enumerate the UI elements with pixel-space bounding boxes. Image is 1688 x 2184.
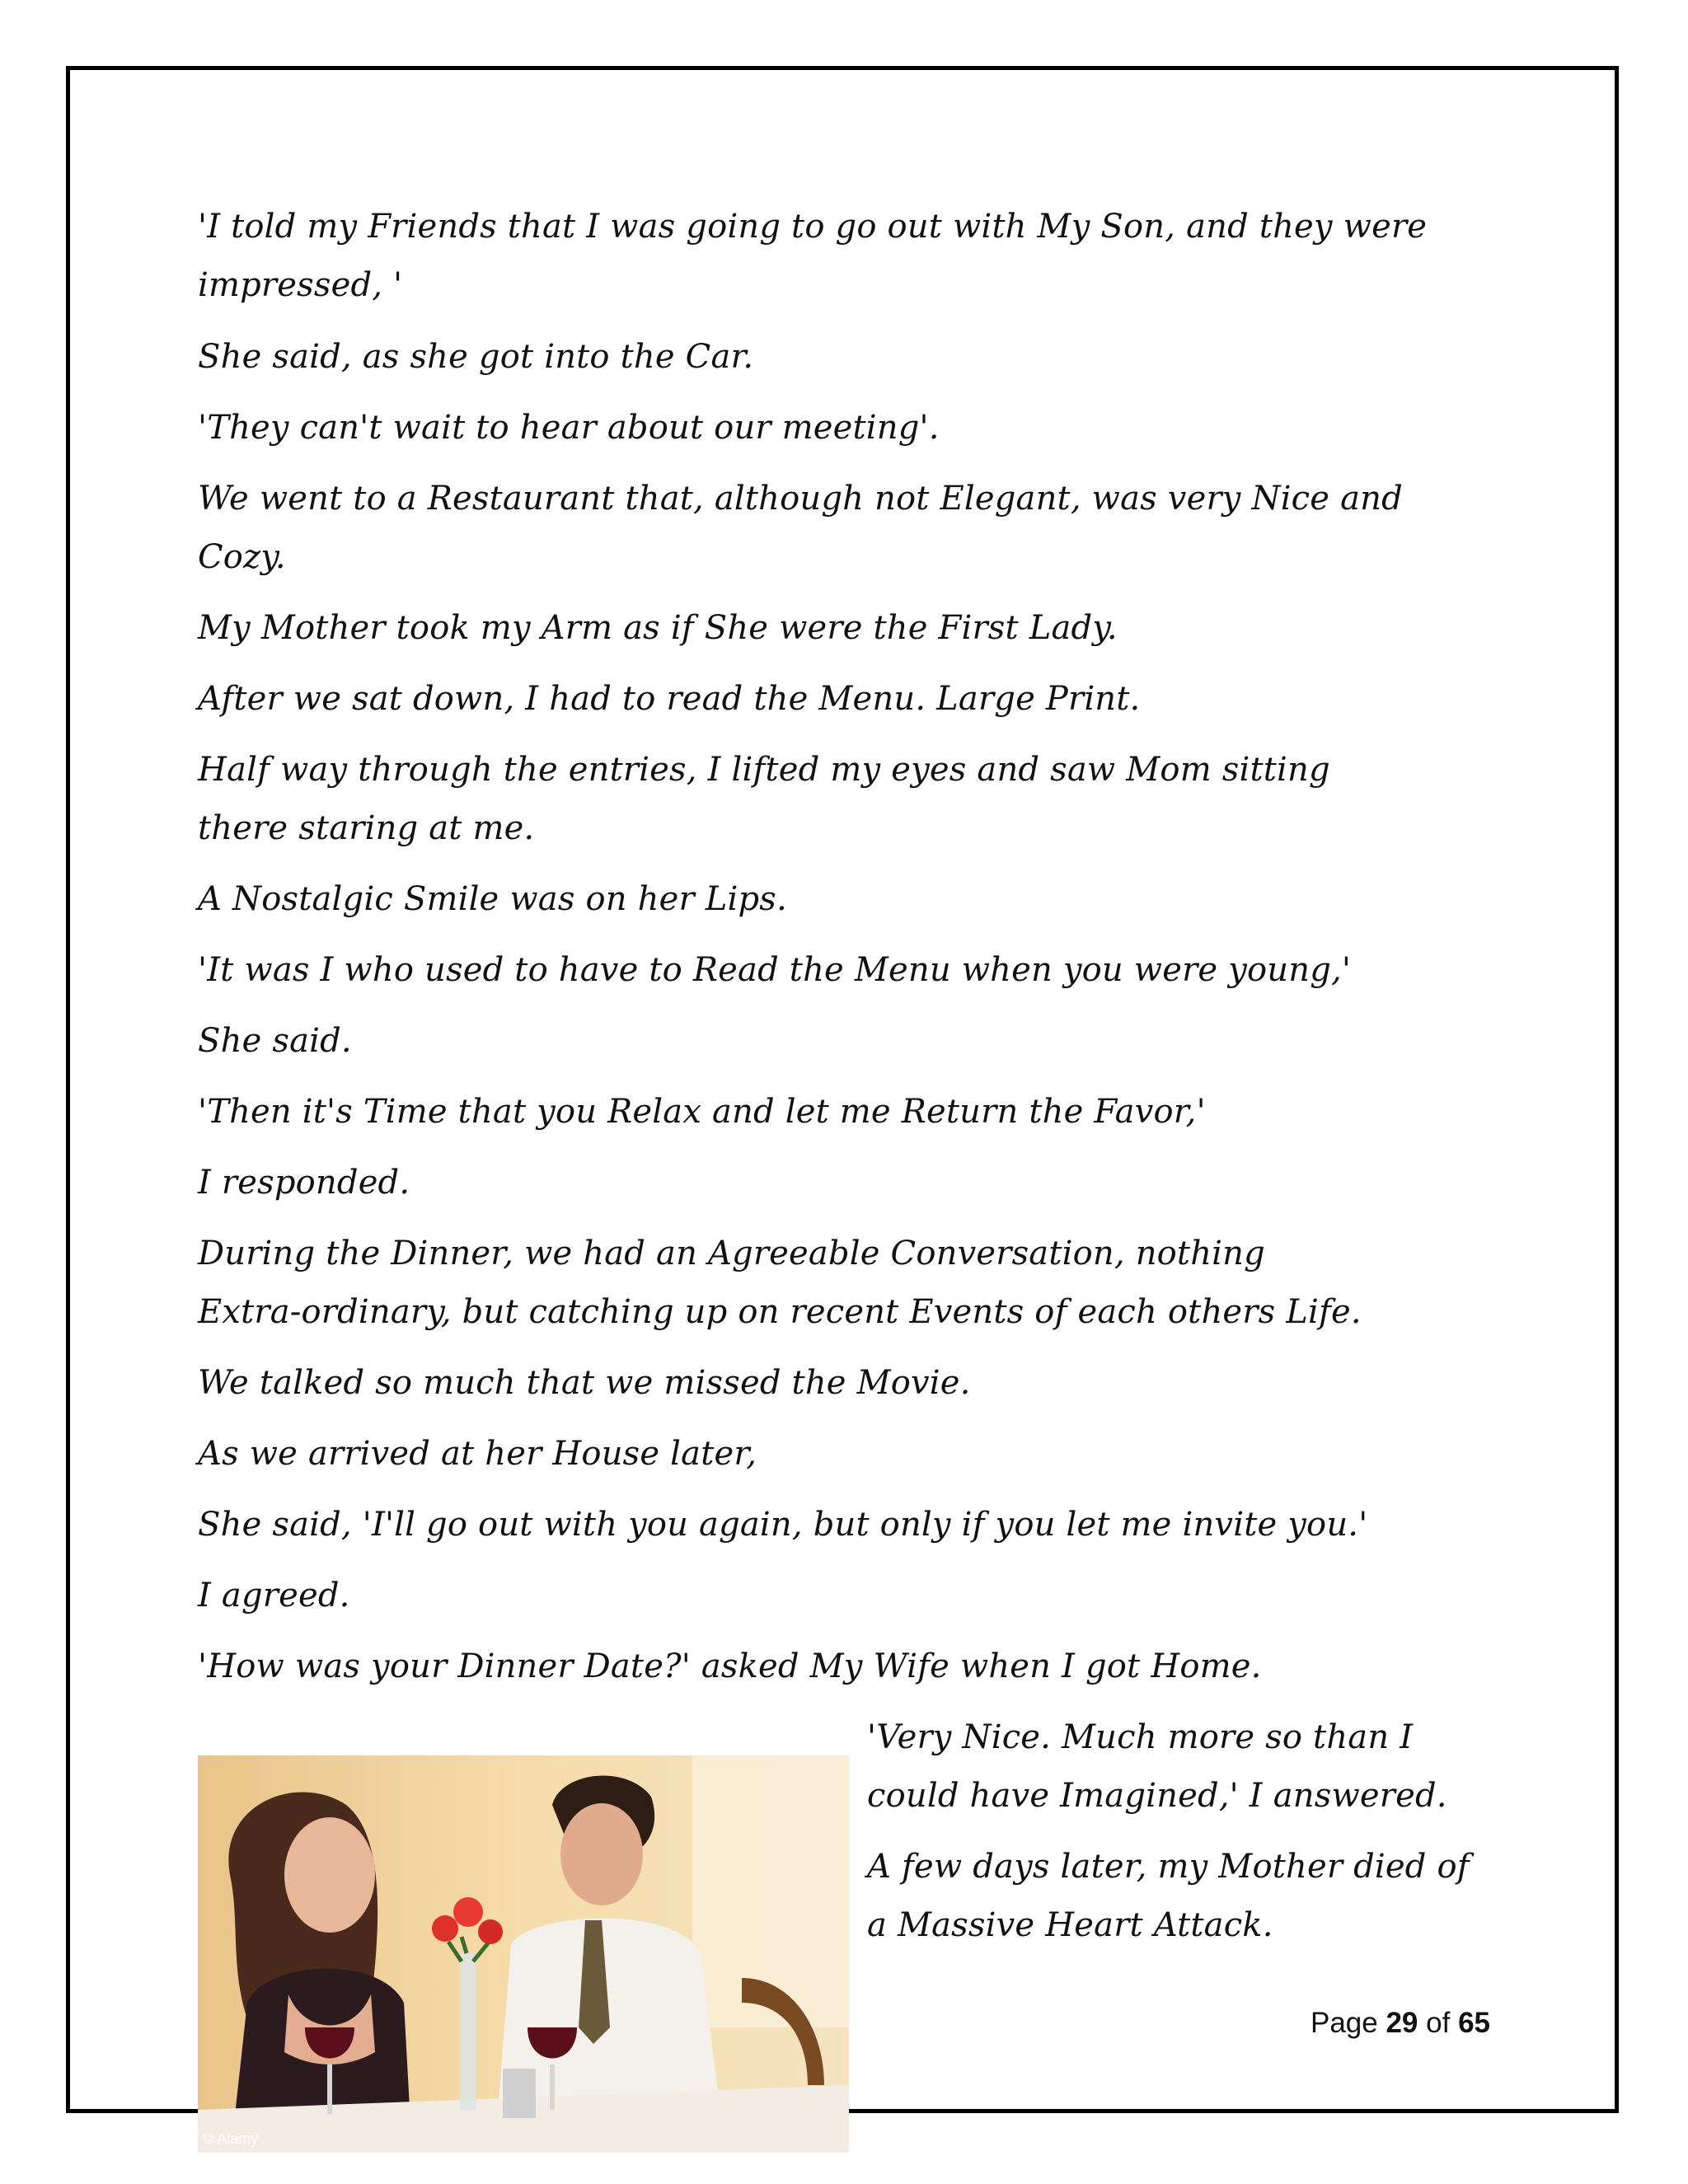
text-line: After we sat down, I had to read the Menu. Large Print. [198, 680, 1141, 718]
text-line: 'Then it's Time that you Relax and let me Return the Favor,' [198, 1093, 1206, 1131]
text-line: My Mother took my Arm as if She were the First Lady. [198, 609, 1118, 647]
text-line: Half way through the entries, I lifted my eyes and saw Mom sitting [198, 751, 1330, 789]
paragraph-4 [198, 470, 1403, 587]
text-line: She said, as she got into the Car. [198, 338, 754, 376]
total-pages: 65 [1458, 2007, 1490, 2039]
text-line: 'They can't wait to hear about our meeting'. [198, 409, 940, 447]
text-line: A Nostalgic Smile was on her Lips. [198, 880, 787, 918]
paragraph-2 [198, 328, 753, 387]
text-line: impressed, ' [198, 266, 403, 304]
text-line: could have Imagined,' I answered. [867, 1777, 1447, 1815]
paragraph-10 [198, 1012, 352, 1071]
paragraph-14 [198, 1354, 971, 1413]
text-line: 'How was your Dinner Date?' asked My Wife when I got Home. [198, 1647, 1262, 1685]
text-line: I responded. [198, 1164, 410, 1202]
text-line: a Massive Heart Attack. [867, 1906, 1273, 1944]
paragraph-12 [198, 1154, 410, 1212]
text-line: 'I told my Friends that I was going to go out with My Son, and they were [198, 208, 1428, 246]
current-page: 29 [1386, 2007, 1418, 2039]
of-label: of [1426, 2007, 1451, 2039]
page-number [1311, 2007, 1490, 2040]
paragraph-15 [198, 1425, 757, 1483]
paragraph-11 [198, 1083, 1206, 1141]
paragraph-1 [198, 198, 1427, 315]
side-paragraph-2 [867, 1838, 1470, 1955]
text-line: As we arrived at her House later, [198, 1435, 757, 1473]
side-paragraph-1 [867, 1708, 1447, 1825]
paragraph-3 [198, 399, 940, 457]
paragraph-13 [198, 1225, 1362, 1342]
text-line: A few days later, my Mother died of [867, 1848, 1470, 1886]
text-line: Extra-ordinary, but catching up on recent Events of each others Life. [198, 1293, 1362, 1331]
paragraph-18 [198, 1638, 1262, 1696]
text-line: We went to a Restaurant that, although not Elegant, was very Nice and [198, 480, 1403, 518]
text-line: During the Dinner, we had an Agreeable Conversation, nothing [198, 1235, 1265, 1272]
paragraph-7 [198, 741, 1330, 858]
text-line: We talked so much that we missed the Movie. [198, 1364, 971, 1402]
text-line: She said. [198, 1022, 352, 1060]
text-line: there staring at me. [198, 809, 535, 847]
paragraph-8 [198, 870, 787, 929]
text-line: She said, 'I'll go out with you again, but only if you let me invite you.' [198, 1506, 1368, 1544]
paragraph-16 [198, 1496, 1367, 1554]
paragraph-5 [198, 599, 1118, 658]
page-label: Page [1310, 2007, 1378, 2039]
paragraph-9 [198, 941, 1351, 1000]
watermark-text: © Alamy [203, 2130, 259, 2147]
text-line: Cozy. [198, 538, 286, 576]
text-line: 'It was I who used to have to Read the Menu when you were young,' [198, 951, 1352, 989]
paragraph-6 [198, 670, 1140, 729]
paragraph-17 [198, 1567, 350, 1625]
dinner-couple-photo [198, 1755, 849, 2153]
text-line: I agreed. [198, 1577, 350, 1615]
text-line: 'Very Nice. Much more so than I [867, 1718, 1414, 1756]
